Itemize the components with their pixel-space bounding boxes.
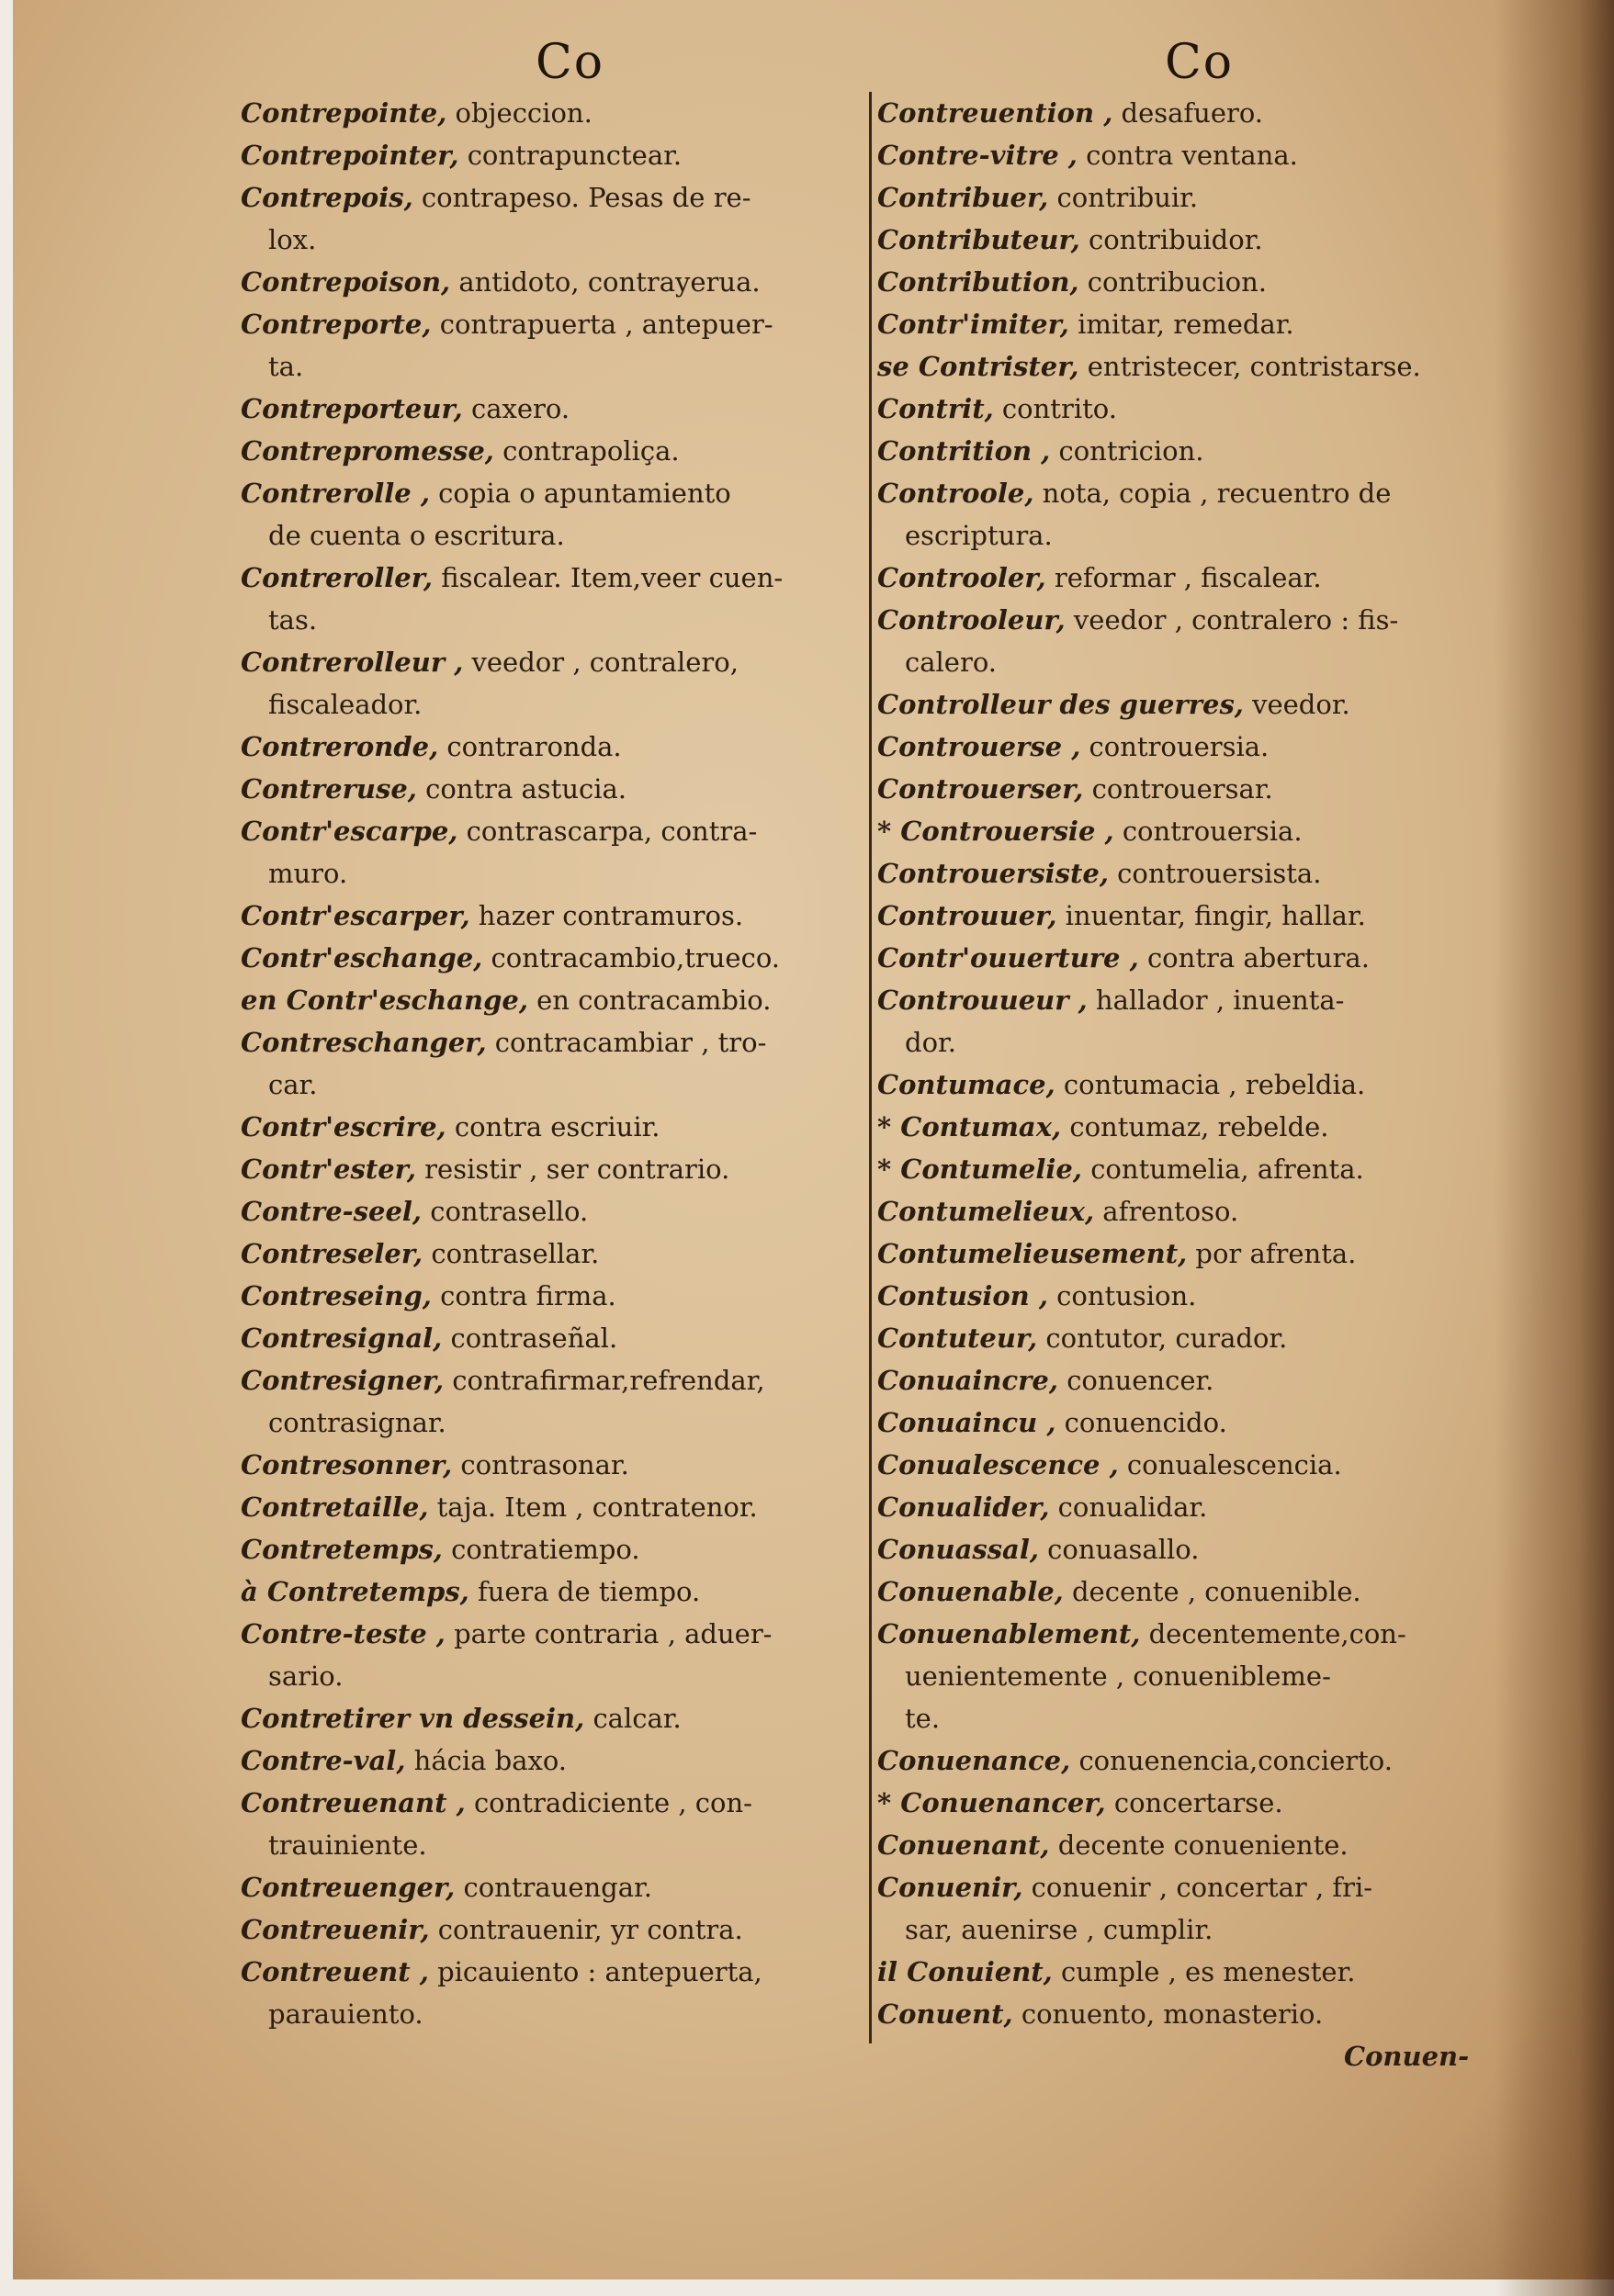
entry-definition-continuation: calero.: [905, 647, 997, 678]
entry-headword: Controoleur,: [877, 604, 1066, 636]
entry-definition: picauiento : antepuerta,: [437, 1956, 762, 1987]
dictionary-entry: [877, 1528, 1479, 1570]
dictionary-entry: [877, 1232, 1479, 1275]
entry-headword: Controuerser,: [877, 773, 1084, 805]
left-column: [241, 92, 847, 2035]
entry-definition: resistir , ser contrario.: [424, 1154, 730, 1185]
entry-headword: Contrepointe,: [241, 97, 447, 129]
dictionary-entry: [241, 1021, 847, 1106]
dictionary-entry: [241, 1697, 847, 1739]
entry-headword: Contusion ,: [877, 1280, 1048, 1311]
entry-definition: conuenencia,concierto.: [1078, 1745, 1393, 1776]
entry-definition: desafuero.: [1121, 97, 1264, 129]
dictionary-entry: [877, 1613, 1479, 1739]
entry-headword: Contr'imiter,: [877, 309, 1069, 340]
entry-definition: en contracambio.: [536, 985, 772, 1016]
entry-definition: contusion.: [1056, 1280, 1197, 1311]
dictionary-entry: [877, 176, 1479, 219]
dictionary-entry: [877, 1866, 1479, 1951]
entry-definition: antidoto, contrayerua.: [458, 266, 761, 298]
entry-definition: contrauengar.: [463, 1872, 652, 1903]
entry-headword: Conuaincre,: [877, 1365, 1058, 1396]
entry-definition: inuentar, fingir, hallar.: [1065, 900, 1366, 931]
dictionary-entry: [241, 1317, 847, 1359]
entry-headword: Contumelieux,: [877, 1196, 1095, 1227]
entry-definition: conuento, monasterio.: [1021, 1998, 1324, 2030]
dictionary-entry: [241, 1106, 847, 1148]
entry-headword: Conualider,: [877, 1491, 1050, 1523]
column-rule: [869, 92, 872, 2043]
dictionary-entry: [877, 1444, 1479, 1486]
dictionary-entry: [877, 1993, 1479, 2035]
entry-definition-continuation: fiscaleador.: [268, 689, 423, 720]
entry-definition: controuersista.: [1117, 858, 1322, 889]
dictionary-entry: [241, 895, 847, 937]
dictionary-entry: [877, 1275, 1479, 1317]
entry-definition: contrapeso. Pesas de re-: [421, 182, 751, 213]
dictionary-entry: [241, 1613, 847, 1697]
entry-headword: * Controuersie ,: [877, 816, 1114, 847]
dictionary-entry: [241, 1866, 847, 1908]
entry-definition: contratiempo.: [451, 1534, 640, 1565]
entry-definition: contra firma.: [440, 1280, 616, 1311]
entry-definition: contrasonar.: [460, 1449, 629, 1480]
entry-definition: conuenir , concertar , fri-: [1031, 1872, 1373, 1903]
entry-definition-continuation: sar, auenirse , cumplir.: [905, 1914, 1213, 1945]
dictionary-entry: [877, 1317, 1479, 1359]
entry-headword: Contumace,: [877, 1069, 1055, 1100]
entry-definition-continuation: trauiniente.: [268, 1829, 427, 1861]
dictionary-entry: [241, 1951, 847, 2035]
dictionary-entry: [877, 1486, 1479, 1528]
entry-definition: contracambiar , tro-: [494, 1027, 767, 1058]
entry-definition: copia o apuntamiento: [438, 478, 731, 509]
entry-headword: * Conuenancer,: [877, 1787, 1106, 1818]
entry-definition: objeccion.: [455, 97, 593, 129]
entry-headword: Contrerolle ,: [241, 478, 430, 509]
dictionary-entry: [241, 1444, 847, 1486]
dictionary-entry: [241, 979, 847, 1021]
entry-headword: Contr'ouuerture ,: [877, 942, 1139, 974]
entry-definition: conuasallo.: [1047, 1534, 1200, 1565]
dictionary-entry: [877, 599, 1479, 683]
entry-definition-continuation: uenientemente , conuenibleme-: [905, 1660, 1331, 1692]
entry-definition: nota, copia , recuentro de: [1042, 478, 1392, 509]
dictionary-entry: [877, 219, 1479, 261]
entry-headword: en Contr'eschange,: [241, 985, 528, 1016]
dictionary-entry: [241, 472, 847, 557]
entry-headword: * Contumelie,: [877, 1154, 1082, 1185]
entry-definition: contumaz, rebelde.: [1069, 1111, 1329, 1142]
entry-definition-continuation: lox.: [268, 224, 317, 255]
dictionary-entry: [877, 345, 1479, 388]
dictionary-entry: [877, 1824, 1479, 1866]
entry-headword: Contrepromesse,: [241, 435, 494, 467]
entry-headword: à Contretemps,: [241, 1576, 469, 1607]
dictionary-entry: [241, 1908, 847, 1951]
dictionary-entry: [241, 388, 847, 430]
entry-definition: fiscalear. Item,veer cuen-: [441, 562, 784, 593]
running-head-left: Co: [536, 35, 605, 90]
entry-definition: controuersia.: [1122, 816, 1303, 847]
entry-headword: Contuteur,: [877, 1322, 1038, 1354]
entry-definition: veedor , contralero : fis-: [1073, 604, 1399, 636]
dictionary-entry: [241, 1570, 847, 1613]
dictionary-entry: [241, 768, 847, 810]
entry-definition-continuation: dor.: [905, 1027, 956, 1058]
entry-definition: concertarse.: [1113, 1787, 1283, 1818]
entry-headword: Contretirer vn dessein,: [241, 1703, 585, 1734]
dictionary-entry: [241, 1782, 847, 1866]
entry-headword: Contresignal,: [241, 1322, 443, 1354]
dictionary-entry: [241, 430, 847, 472]
entry-definition: imitar, remedar.: [1078, 309, 1294, 340]
entry-definition: contra escriuir.: [454, 1111, 660, 1142]
entry-definition: contrasello.: [430, 1196, 589, 1227]
entry-definition: contrapunctear.: [467, 140, 683, 171]
dictionary-entry: [241, 1148, 847, 1190]
entry-headword: Contrerolleur ,: [241, 647, 464, 678]
entry-definition-continuation: sario.: [268, 1660, 344, 1692]
catchword: Conuen-: [1344, 2041, 1470, 2072]
entry-definition: taja. Item , contratenor.: [436, 1491, 758, 1523]
dictionary-entry: [877, 852, 1479, 895]
dictionary-entry: [877, 92, 1479, 134]
entry-definition: conualescencia.: [1126, 1449, 1342, 1480]
entry-headword: Controole,: [877, 478, 1034, 509]
dictionary-entry: [241, 810, 847, 895]
entry-definition: controuersar.: [1091, 773, 1273, 805]
entry-definition: contrasellar.: [431, 1238, 600, 1269]
entry-definition: veedor , contralero,: [471, 647, 739, 678]
dictionary-entry: [877, 768, 1479, 810]
dictionary-entry: [877, 134, 1479, 176]
entry-headword: Contreseing,: [241, 1280, 432, 1311]
entry-headword: * Contumax,: [877, 1111, 1062, 1142]
entry-headword: Conuenable,: [877, 1576, 1064, 1607]
right-column: [877, 92, 1479, 2035]
entry-headword: Contrepointer,: [241, 140, 459, 171]
dictionary-entry: [877, 472, 1479, 557]
entry-headword: Contr'escrire,: [241, 1111, 446, 1142]
dictionary-entry: [241, 1528, 847, 1570]
dictionary-entry: [241, 176, 847, 261]
dictionary-entry: [877, 1190, 1479, 1232]
entry-headword: Contreseler,: [241, 1238, 423, 1269]
entry-headword: Conuenant,: [877, 1829, 1050, 1861]
entry-headword: se Contrister,: [877, 351, 1079, 382]
entry-headword: Contumelieusement,: [877, 1238, 1188, 1269]
dictionary-entry: [877, 1359, 1479, 1401]
dictionary-entry: [877, 303, 1479, 345]
entry-definition: contribucion.: [1087, 266, 1268, 298]
dictionary-entry: [241, 92, 847, 134]
entry-headword: Contribuer,: [877, 182, 1049, 213]
dictionary-entry: [241, 134, 847, 176]
entry-headword: Contretemps,: [241, 1534, 443, 1565]
entry-definition: contradiciente , con-: [473, 1787, 752, 1818]
entry-definition: veedor.: [1252, 689, 1350, 720]
entry-definition: contutor, curador.: [1045, 1322, 1288, 1354]
gutter-shadow: [1495, 0, 1614, 2296]
entry-headword: Contribution,: [877, 266, 1079, 298]
dictionary-entry: [241, 1190, 847, 1232]
entry-definition: conuencido.: [1064, 1407, 1227, 1438]
entry-definition: contrascarpa, contra-: [466, 816, 758, 847]
entry-definition: calcar.: [593, 1703, 682, 1734]
dictionary-entry: [241, 1275, 847, 1317]
dictionary-entry: [241, 303, 847, 388]
entry-definition: conuencer.: [1067, 1365, 1214, 1396]
entry-definition: cumple , es menester.: [1060, 1956, 1356, 1987]
entry-definition: afrentoso.: [1102, 1196, 1239, 1227]
entry-definition: contracambio,trueco.: [491, 942, 780, 974]
entry-headword: Contr'escarpe,: [241, 816, 458, 847]
entry-definition: contribuir.: [1056, 182, 1199, 213]
entry-headword: Controuuer,: [877, 900, 1057, 931]
entry-definition: contrauenir, yr contra.: [437, 1914, 743, 1945]
entry-definition: contricion.: [1058, 435, 1204, 467]
dictionary-entry: [877, 1064, 1479, 1106]
dictionary-entry: [877, 1782, 1479, 1824]
entry-headword: Contrition ,: [877, 435, 1051, 467]
entry-definition: contumelia, afrenta.: [1090, 1154, 1364, 1185]
entry-definition: contraronda.: [446, 731, 622, 762]
entry-definition: fuera de tiempo.: [477, 1576, 701, 1607]
entry-definition: decente , conuenible.: [1071, 1576, 1361, 1607]
dictionary-entry: [877, 1570, 1479, 1613]
entry-definition: contumacia , rebeldia.: [1063, 1069, 1366, 1100]
page-bottom-margin: [0, 2279, 1614, 2296]
entry-definition-continuation: escriptura.: [905, 520, 1053, 551]
dictionary-entry: [877, 1148, 1479, 1190]
entry-definition: controuersia.: [1089, 731, 1270, 762]
entry-definition: reformar , fiscalear.: [1054, 562, 1322, 593]
entry-headword: Controuueur ,: [877, 985, 1088, 1016]
dictionary-entry: [241, 641, 847, 726]
entry-definition-continuation: parauiento.: [268, 1998, 423, 2030]
entry-definition: contribuidor.: [1088, 224, 1263, 255]
entry-headword: Contretaille,: [241, 1491, 429, 1523]
dictionary-entry: [877, 895, 1479, 937]
dictionary-entry: [241, 1359, 847, 1444]
entry-headword: Contreuenger,: [241, 1872, 456, 1903]
entry-headword: Contreuention ,: [877, 97, 1113, 129]
entry-definition: hácia baxo.: [413, 1745, 568, 1776]
entry-headword: Contreronde,: [241, 731, 439, 762]
entry-headword: Contre-seel,: [241, 1196, 423, 1227]
dictionary-entry: [877, 557, 1479, 599]
entry-definition-continuation: ta.: [268, 351, 304, 382]
entry-headword: Contresigner,: [241, 1365, 445, 1396]
entry-definition: decentemente,con-: [1148, 1618, 1406, 1649]
entry-definition-continuation: te.: [905, 1703, 941, 1734]
entry-headword: Conuent,: [877, 1998, 1013, 2030]
dictionary-entry: [877, 1951, 1479, 1993]
entry-definition: contrapoliça.: [502, 435, 680, 467]
dictionary-entry: [241, 937, 847, 979]
entry-definition-continuation: tas.: [268, 604, 318, 636]
entry-definition: contraseñal.: [450, 1322, 618, 1354]
dictionary-entry: [241, 1232, 847, 1275]
entry-definition: contrapuerta , antepuer-: [439, 309, 773, 340]
entry-headword: Conuassal,: [877, 1534, 1039, 1565]
page-left-margin: [0, 0, 13, 2296]
entry-definition: contra astucia.: [425, 773, 627, 805]
entry-headword: Contreuenant ,: [241, 1787, 466, 1818]
entry-headword: Contr'escarper,: [241, 900, 470, 931]
entry-headword: Contrepois,: [241, 182, 413, 213]
entry-headword: Contreruse,: [241, 773, 417, 805]
entry-headword: Controoler,: [877, 562, 1046, 593]
dictionary-entry: [241, 1486, 847, 1528]
entry-headword: Contrepoison,: [241, 266, 451, 298]
entry-definition: conualidar.: [1057, 1491, 1208, 1523]
entry-definition: contrafirmar,refrendar,: [452, 1365, 765, 1396]
entry-definition: por afrenta.: [1195, 1238, 1357, 1269]
dictionary-entry: [877, 1739, 1479, 1782]
entry-headword: Conualescence ,: [877, 1449, 1119, 1480]
entry-headword: Contr'ester,: [241, 1154, 416, 1185]
entry-headword: Controuerse ,: [877, 731, 1081, 762]
entry-headword: Contrit,: [877, 393, 994, 424]
entry-definition: contra abertura.: [1146, 942, 1370, 974]
entry-definition-continuation: car.: [268, 1069, 318, 1100]
entry-headword: Contre-val,: [241, 1745, 406, 1776]
entry-headword: Contreschanger,: [241, 1027, 487, 1058]
dictionary-entry: [241, 261, 847, 303]
entry-headword: Contresonner,: [241, 1449, 453, 1480]
running-head-right: Co: [1165, 35, 1235, 90]
entry-definition-continuation: de cuenta o escritura.: [268, 520, 565, 551]
entry-headword: Contre-vitre ,: [877, 140, 1078, 171]
entry-headword: Controlleur des guerres,: [877, 689, 1244, 720]
entry-headword: Conuaincu ,: [877, 1407, 1056, 1438]
entry-headword: Contreuenir,: [241, 1914, 430, 1945]
dictionary-entry: [877, 726, 1479, 768]
dictionary-entry: [877, 1401, 1479, 1444]
entry-headword: Contreporteur,: [241, 393, 463, 424]
entry-headword: Conuenir,: [877, 1872, 1023, 1903]
dictionary-entry: [877, 683, 1479, 726]
dictionary-entry: [241, 557, 847, 641]
entry-definition-continuation: contrasignar.: [268, 1407, 446, 1438]
dictionary-entry: [241, 1739, 847, 1782]
entry-definition: hallador , inuenta-: [1095, 985, 1345, 1016]
entry-headword: Contreuent ,: [241, 1956, 429, 1987]
dictionary-entry: [877, 1106, 1479, 1148]
entry-definition: contra ventana.: [1086, 140, 1298, 171]
entry-headword: Contr'eschange,: [241, 942, 483, 974]
entry-definition: hazer contramuros.: [478, 900, 744, 931]
entry-headword: Contreroller,: [241, 562, 434, 593]
entry-headword: Contreporte,: [241, 309, 432, 340]
entry-definition: caxero.: [470, 393, 570, 424]
entry-definition: parte contraria , aduer-: [454, 1618, 773, 1649]
entry-definition: decente conueniente.: [1057, 1829, 1349, 1861]
entry-definition: entristecer, contristarse.: [1087, 351, 1421, 382]
entry-headword: Contributeur,: [877, 224, 1080, 255]
dictionary-entry: [877, 261, 1479, 303]
dictionary-entry: [877, 430, 1479, 472]
entry-headword: Controuersiste,: [877, 858, 1109, 889]
entry-headword: Contre-teste ,: [241, 1618, 446, 1649]
entry-headword: Conuenance,: [877, 1745, 1071, 1776]
entry-definition: contrito.: [1001, 393, 1117, 424]
entry-headword: il Conuient,: [877, 1956, 1053, 1987]
dictionary-entry: [877, 388, 1479, 430]
dictionary-entry: [877, 979, 1479, 1064]
entry-headword: Conuenablement,: [877, 1618, 1141, 1649]
dictionary-entry: [877, 937, 1479, 979]
dictionary-entry: [241, 726, 847, 768]
dictionary-entry: [877, 810, 1479, 852]
entry-definition-continuation: muro.: [268, 858, 348, 889]
